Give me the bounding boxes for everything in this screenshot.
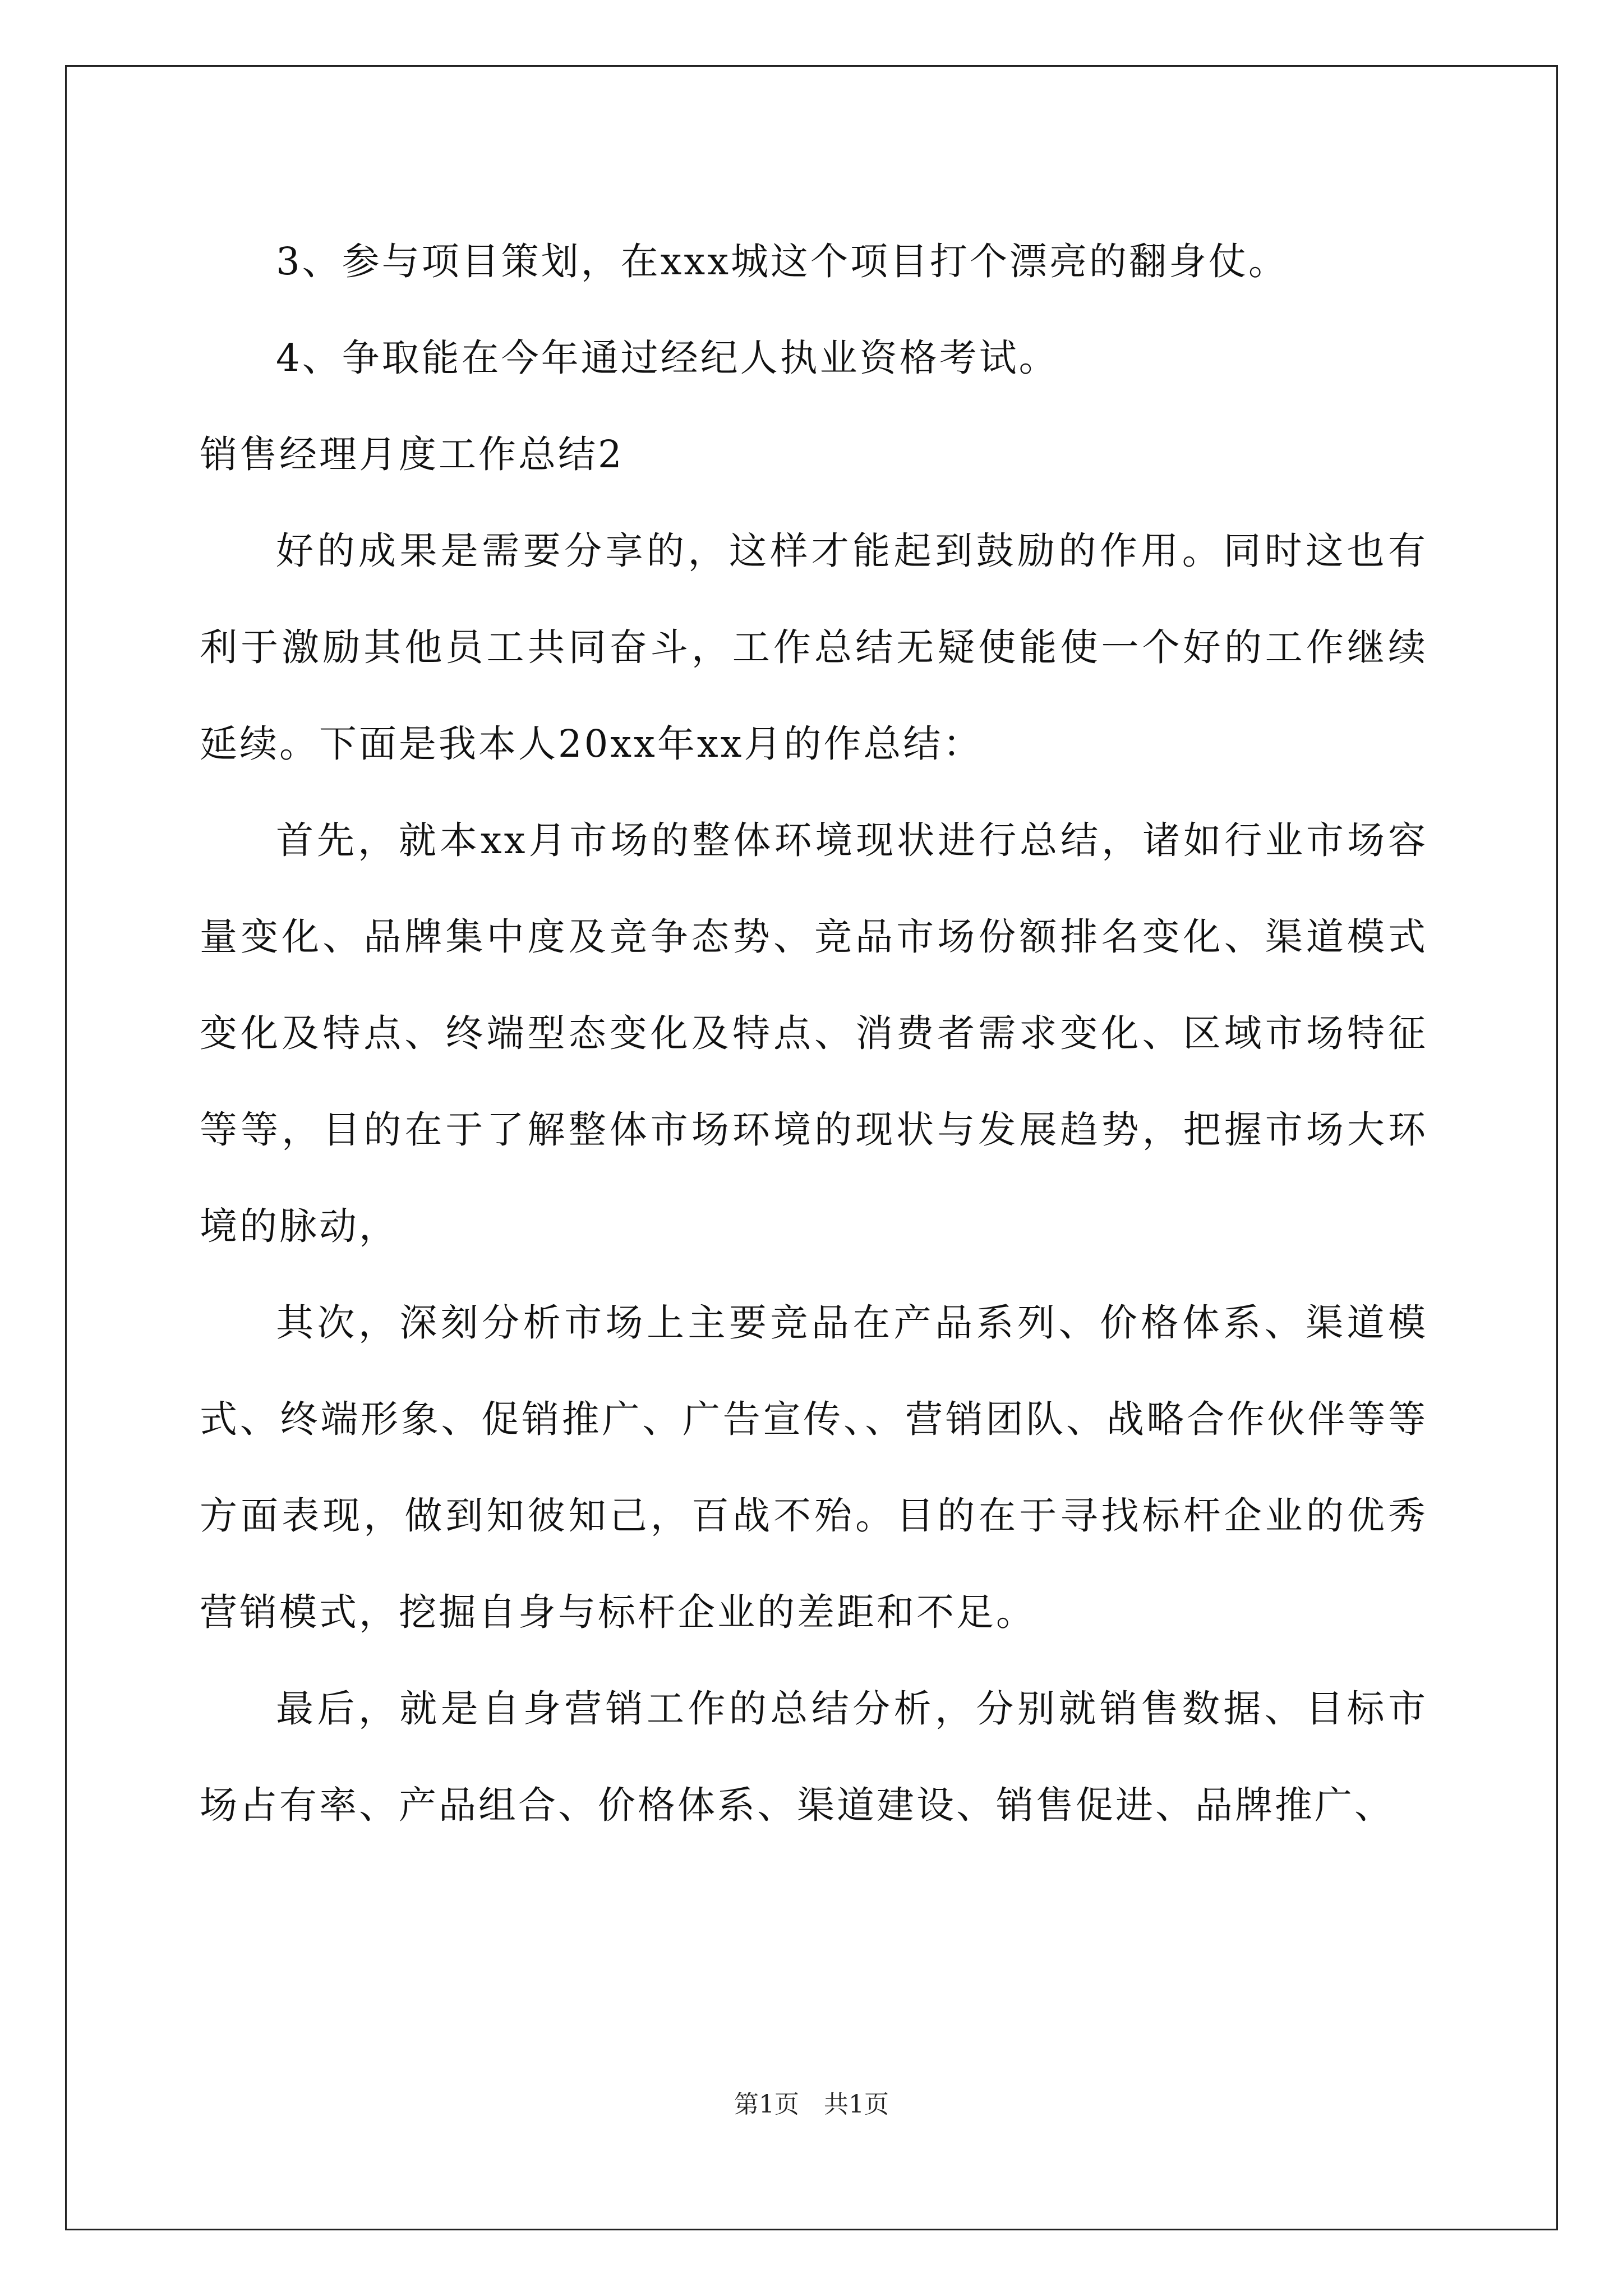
paragraph-item-4: 4、争取能在今年通过经纪人执业资格考试。 [276,336,1059,380]
paragraph-first: 首先，就本xx月市场的整体环境现状进行总结，诸如行业市场容量变化、品牌集中度及竞争态势、竞品市场份额排名变化、渠道模式变化及特点、终端型态变化及特点、消费者需求变化、区域市场特征等等，目的在于了解整体市场环境的现状与发展趋势，把握市场大环境的脉动， [200,818,1428,1248]
paragraph-intro: 好的成果是需要分享的，这样才能起到鼓励的作用。同时这也有利于激励其他员工共同奋斗，工作总结无疑使能使一个好的工作继续延续。下面是我本人20xx年xx月的作总结： [200,529,1428,766]
paragraph-item-3: 3、参与项目策划，在xxx城这个项目打个漂亮的翻身仗。 [276,240,1288,283]
page-number-footer: 第1页 共1页 [734,2090,889,2119]
paragraph-last: 最后，就是自身营销工作的总结分析，分别就销售数据、目标市场占有率、产品组合、价格体系、渠道建设、销售促进、品牌推广、 [200,1687,1428,1827]
section-heading: 销售经理月度工作总结2 [200,432,624,476]
paragraph-second: 其次，深刻分析市场上主要竞品在产品系列、价格体系、渠道模式、终端形象、促销推广、广告宣传、、营销团队、战略合作伙伴等等方面表现，做到知彼知己，百战不殆。目的在于寻找标杆企业的优秀营销模式，挖掘自身与标杆企业的差距和不足。 [200,1301,1428,1634]
document-body [200,213,1428,1853]
